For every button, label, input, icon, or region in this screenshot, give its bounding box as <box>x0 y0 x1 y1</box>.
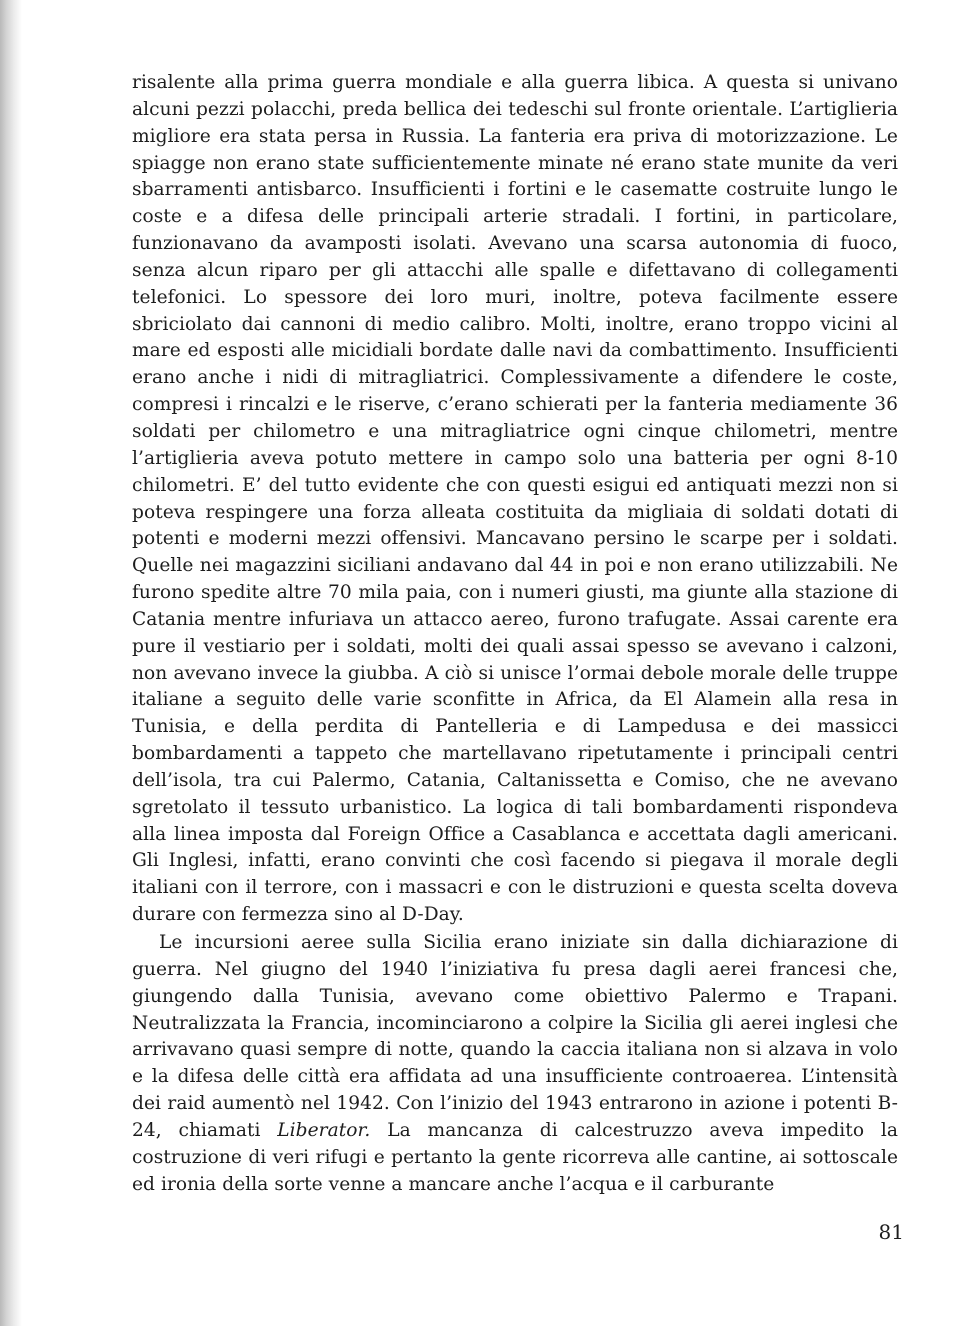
body-text <box>132 70 898 1198</box>
paragraph-text: Le incursioni aeree sulla Sicilia erano iniziate sin dalla dichiarazione di guerra. Nel giugno del 1940 l’iniziativa fu presa dagli aerei francesi che, giungendo dalla Tunisia, avevano come obiettivo Palermo e Trapani. Neutralizzata la Francia, incominciarono a colpire la Sicilia gli aerei inglesi che arrivavano quasi sempre di notte, quando la caccia italiana non si alzava in volo e la difesa delle città era affidata ad una insufficiente controaerea. L’intensità dei raid aumentò nel 1942. Con l’inizio del 1943 entrarono in azione i potenti B-24, chiamati <box>132 932 898 1141</box>
page-number: 81 <box>878 1220 904 1244</box>
italic-term: Liberator. <box>277 1119 371 1141</box>
paragraph: risalente alla prima guerra mondiale e alla guerra libica. A questa si univano alcuni pezzi polacchi, preda bellica dei tedeschi sul fronte orientale. L’artiglieria migliore era stata persa in Russia. La fanteria era priva di motorizzazione. Le spiagge non erano state sufficientemente minate né erano state munite da veri sbarramenti antisbarco. Insufficienti i fortini e le casematte costruite lungo le coste e a difesa delle principali arterie stradali. I fortini, in particolare, funzionavano da avamposti isolati. Avevano una scarsa autonomia di fuoco, senza alcun riparo per gli attacchi alle spalle e difettavano di collegamenti telefonici. Lo spessore dei loro muri, inoltre, poteva facilmente essere sbriciolato dai cannoni di medio calibro. Molti, inoltre, erano troppo vicini al mare ed esposti alle micidiali bordate dalle navi da combattimento. Insufficienti erano anche i nidi di mitragliatrici. Complessivamente a difendere le coste, compresi i rincalzi e le riserve, c’erano schierati per la fanteria mediamente 36 soldati per chilometro e una mitragliatrice ogni cinque chilometri, mentre l’artiglieria aveva potuto mettere in campo solo una batteria per ogni 8-10 chilometri. E’ del tutto evidente che con questi esigui ed antiquati mezzi non si poteva respingere una forza alleata costituita da migliaia di soldati dotati di potenti e moderni mezzi offensivi. Mancavano persino le scarpe per i soldati. Quelle nei magazzini siciliani andavano dal 44 in poi e non erano utilizzabili. Ne furono spedite altre 70 mila paia, con i numeri giusti, ma giunte alla stazione di Catania mentre infuriava un attacco aereo, furono trafugate. Assai carente era pure il vestiario per i soldati, molti dei quali assai spesso se avevano i calzoni, non avevano invece la giubba. A ciò si unisce l’ormai debole morale delle truppe italiane a seguito delle varie sconfitte in Africa, da El Alamein alla resa in Tunisia, e della perdita di Pantelleria e di Lampedusa e dei massicci bombardamenti a tappeto che martellavano ripetutamente i principali centri dell’isola, tra cui Palermo, Catania, Caltanissetta e Comiso, che ne avevano sgretolato il tessuto urbanistico. La logica di tali bombardamenti rispondeva alla linea imposta dal Foreign Office a Casablanca e accettata dagli americani. Gli Inglesi, infatti, erano convinti che così facendo si piegava il morale degli italiani con il terrore, con i massacri e con le distruzioni e questa scelta doveva durare con fermezza sino al D-Day. <box>132 72 898 926</box>
binding-shadow <box>0 0 22 1326</box>
paragraph-text: La mancanza di calcestruzzo aveva impedito la costruzione di veri rifugi e pertanto la gente ricorreva alle cantine, ai sottoscale ed ironia della sorte venne a mancare anche l’acqua e il carburante <box>132 1119 898 1195</box>
paragraph <box>132 930 898 1198</box>
